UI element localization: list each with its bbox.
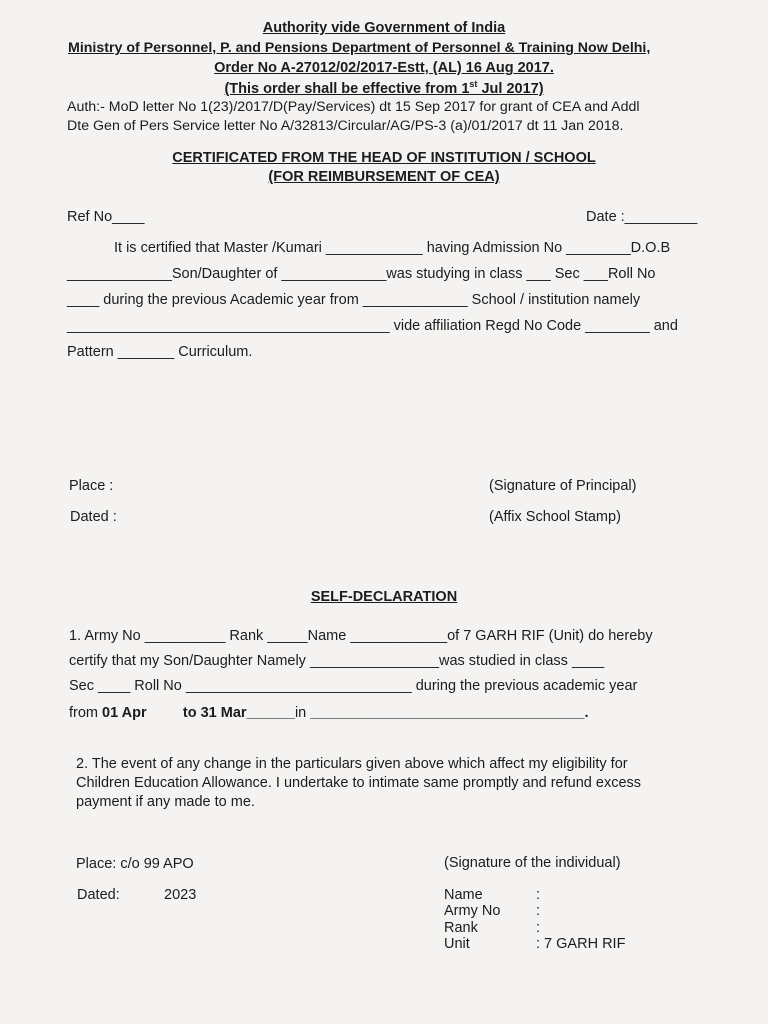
field-name-label: Name: [444, 887, 483, 903]
decl-item2-line-3: payment if any made to me.: [76, 794, 255, 810]
place-label: Place :: [69, 478, 114, 494]
certificate-title: CERTIFICATED FROM THE HEAD OF INSTITUTION / SCHOOL: [172, 150, 596, 166]
cert-para-line-3: ____ during the previous Academic year from _____________ School / institution namely: [67, 292, 641, 308]
header-order-no: Order No A-27012/02/2017-Estt, (AL) 16 Aug 2017.: [214, 60, 554, 76]
decl-item1-line-2: certify that my Son/Daughter Namely ________________was studied in class ____: [69, 653, 605, 669]
field-name-value: :: [536, 887, 541, 903]
cert-para-line-1: It is certified that Master /Kumari ____________ having Admission No ________D.O.B: [114, 240, 671, 256]
decl-item2-line-2: Children Education Allowance. I undertake to intimate same promptly and refund excess: [76, 775, 642, 791]
cert-para-line-2: _____________Son/Daughter of _____________was studying in class ___ Sec ___Roll No: [67, 266, 656, 282]
cert-para-line-4: ________________________________________ vide affiliation Regd No Code ________ and: [67, 318, 678, 334]
decl-item1-line-3: Sec ____ Roll No ____________________________ during the previous academic year: [69, 678, 638, 694]
auth-line-1: Auth:- MoD letter No 1(23)/2017/D(Pay/Services) dt 15 Sep 2017 for grant of CEA and Addl: [67, 99, 640, 115]
school-stamp-note: (Affix School Stamp): [489, 509, 621, 525]
certificate-subtitle: (FOR REIMBURSEMENT OF CEA): [268, 169, 500, 185]
field-rank-label: Rank: [444, 920, 478, 936]
field-army-no-value: :: [536, 903, 541, 919]
field-rank-value: :: [536, 920, 541, 936]
decl-item1-line-1: 1. Army No __________ Rank _____Name ____________of 7 GARH RIF (Unit) do hereby: [69, 628, 653, 644]
field-unit-label: Unit: [444, 936, 470, 952]
self-declaration-title: SELF-DECLARATION: [310, 589, 458, 605]
principal-signature: (Signature of Principal): [489, 478, 637, 494]
from-date: 01 Apr: [102, 705, 147, 721]
to-date: to 31 Mar: [146, 705, 247, 721]
field-army-no-label: Army No: [444, 903, 501, 919]
dated-label: Dated :: [70, 509, 117, 525]
decl-dated-label: Dated:: [77, 887, 120, 903]
decl-place: Place: c/o 99 APO: [76, 856, 194, 872]
certificate-date: Date :_________: [586, 209, 698, 225]
decl-item1-line-4: from 01 Apr to 31 Mar______in __________________________________.: [69, 705, 589, 721]
header-ministry: Ministry of Personnel, P. and Pensions Department of Personnel & Training Now Delhi,: [68, 40, 651, 56]
ref-no: Ref No____: [67, 209, 145, 225]
cert-para-line-5: Pattern _______ Curriculum.: [67, 344, 253, 360]
header-effective-date: (This order shall be effective from 1st Jul 2017): [224, 79, 544, 97]
auth-line-2: Dte Gen of Pers Service letter No A/32813/Circular/AG/PS-3 (a)/01/2017 dt 11 Jan 2018.: [67, 118, 624, 134]
header-authority: Authority vide Government of India: [262, 20, 506, 36]
decl-dated-year: 2023: [164, 887, 197, 903]
decl-item2-line-1: 2. The event of any change in the particulars given above which affect my eligibility for: [76, 756, 628, 772]
field-unit-value: : 7 GARH RIF: [536, 936, 626, 952]
individual-signature: (Signature of the individual): [444, 855, 621, 871]
